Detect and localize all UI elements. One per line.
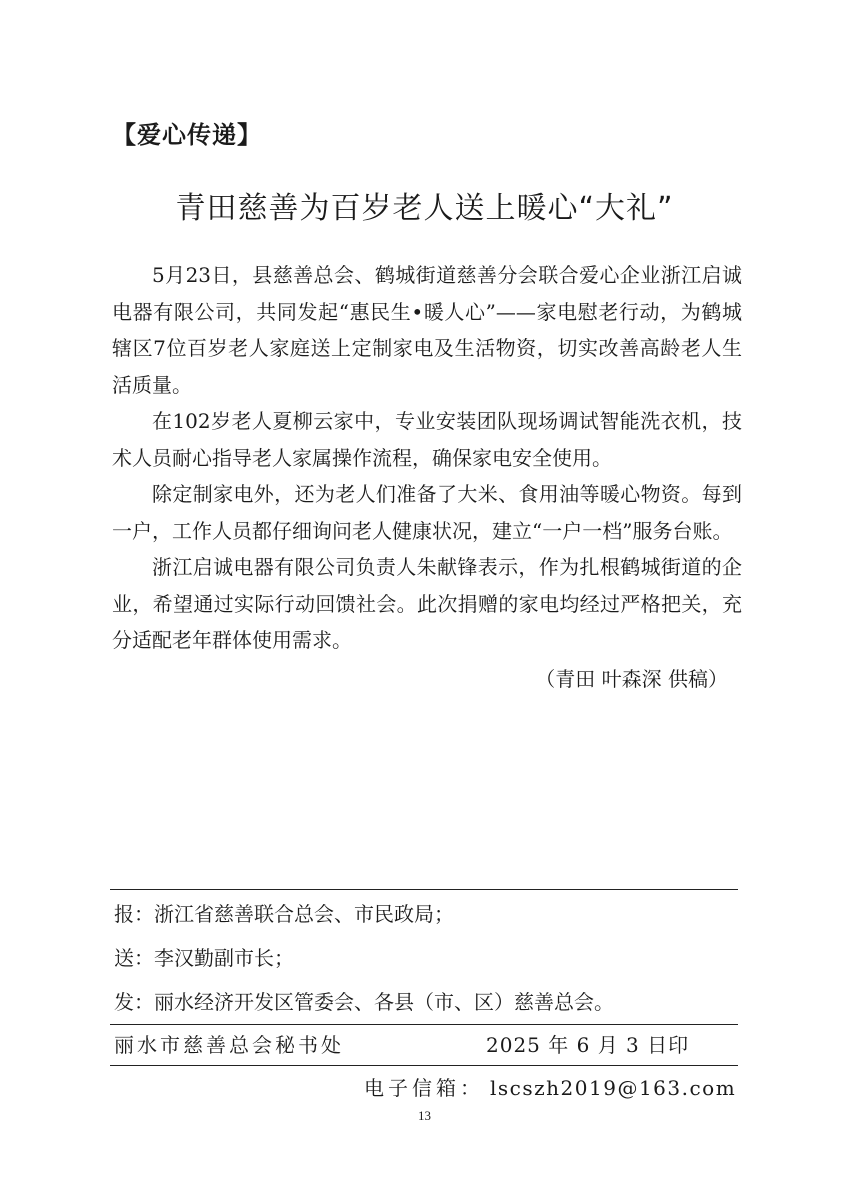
report-to-line: 报：浙江省慈善联合总会、市民政局；	[114, 902, 454, 926]
page-number: 13	[418, 1108, 431, 1123]
article-title: 青田慈善为百岁老人送上暖心“大礼”	[175, 191, 674, 226]
issuer-row	[110, 1025, 738, 1065]
issuing-office: 丽水市慈善总会秘书处	[114, 1033, 344, 1057]
section-tag: 【爱心传递】	[112, 121, 262, 149]
distribute-to-line: 发：丽水经济开发区管委会、各县（市、区）慈善总会。	[114, 990, 614, 1014]
paragraph-4: 浙江启诚电器有限公司负责人朱献锋表示，作为扎根鹤城街道的企业，希望通过实际行动回馈社会。此次捐赠的家电均经过严格把关，充分适配老年群体使用需求。	[112, 555, 742, 652]
footer-top-rule	[110, 889, 738, 890]
print-date: 2025 年 6 月 3 日印	[486, 1033, 690, 1057]
paragraph-3: 除定制家电外，还为老人们准备了大米、食用油等暖心物资。每到一户，工作人员都仔细询问老人健康状况，建立“一户一档”服务台账。	[112, 482, 742, 543]
article-body	[112, 257, 742, 697]
email-label: 电子信箱：	[364, 1076, 484, 1100]
document-footer	[110, 889, 738, 1110]
paragraph-2: 在102岁老人夏柳云家中，专业安装团队现场调试智能洗衣机，技术人员耐心指导老人家属操作流程，确保家电安全使用。	[112, 409, 742, 470]
email-row	[110, 1066, 738, 1110]
send-to-line: 送：李汉勤副市长；	[114, 946, 294, 970]
byline: （青田 叶森深 供稿）	[535, 666, 728, 691]
email-address: lscszh2019@163.com	[490, 1076, 737, 1100]
paragraph-1: 5月23日，县慈善总会、鹤城街道慈善分会联合爱心企业浙江启诚电器有限公司，共同发起“惠民生•暖人心”——家电慰老行动，为鹤城辖区7位百岁老人家庭送上定制家电及生活物资，切实改善高龄老人生活质量。	[112, 263, 742, 397]
